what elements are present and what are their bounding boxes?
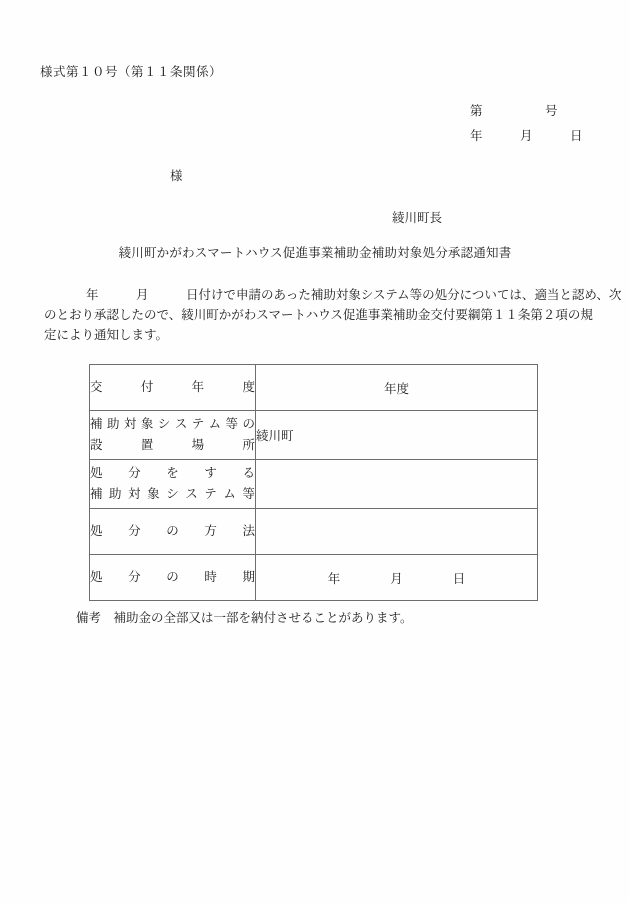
row-value-disposal-date[interactable]: 年 月 日	[256, 555, 538, 601]
label-char: 等	[242, 487, 255, 501]
label-char: 象	[140, 417, 154, 431]
issuer-name: 綾川町長	[392, 211, 443, 225]
document-number-field: 第 号	[470, 104, 558, 118]
label-char: 年	[191, 380, 205, 394]
row-label-disposal-method	[90, 509, 256, 555]
label-char: 度	[242, 380, 255, 394]
row-label-install-location	[90, 411, 256, 460]
label-char: 補	[90, 487, 103, 501]
row-value-grant-year[interactable]: 年度	[256, 365, 538, 411]
row-value-install-location[interactable]: 綾川町	[256, 411, 538, 460]
label-char: 期	[242, 570, 255, 584]
label-char: 対	[123, 417, 137, 431]
table-row	[90, 509, 538, 555]
remark-note: 備考 補助金の全部又は一部を納付させることがあります。	[76, 611, 413, 625]
label-char: 分	[128, 570, 141, 584]
document-date-field: 年 月 日	[470, 129, 583, 143]
body-line: 年 月 日付けで申請のあった補助対象システム等の処分については、適当と認め、次	[86, 288, 622, 302]
row-label-disposal-target	[90, 460, 256, 509]
label-char: シ	[157, 417, 171, 431]
body-line: 定により通知します。	[44, 328, 169, 342]
label-char: ス	[185, 487, 198, 501]
label-char: 所	[242, 438, 255, 452]
label-line	[90, 484, 255, 505]
label-char: の	[242, 417, 255, 431]
label-line	[90, 463, 255, 484]
label-line	[90, 377, 255, 398]
addressee-honorific: 様	[170, 169, 183, 183]
label-char: 方	[204, 524, 217, 538]
row-label-disposal-date	[90, 555, 256, 601]
label-char: 付	[140, 380, 154, 394]
row-label-grant-year	[90, 365, 256, 411]
label-char: ム	[223, 487, 236, 501]
document-title: 綾川町かがわスマートハウス促進事業補助金補助対象処分承認通知書	[118, 246, 512, 260]
label-char: テ	[191, 417, 205, 431]
label-char: 助	[106, 417, 120, 431]
body-paragraph	[44, 285, 622, 345]
label-line	[90, 521, 255, 542]
label-char: 等	[225, 417, 239, 431]
label-line	[90, 414, 255, 435]
label-line	[90, 435, 255, 456]
label-char: の	[166, 524, 179, 538]
label-char: 時	[204, 570, 217, 584]
row-value-disposal-method[interactable]	[256, 509, 538, 555]
label-char: 処	[90, 570, 103, 584]
label-char: テ	[204, 487, 217, 501]
body-line: のとおり承認したので、綾川町かがわスマートハウス促進事業補助金交付要綱第１１条第２項の規	[44, 308, 593, 322]
label-char: 象	[147, 487, 160, 501]
label-char: シ	[166, 487, 179, 501]
table-row	[90, 411, 538, 460]
table-row	[90, 365, 538, 411]
label-char: 処	[90, 524, 103, 538]
label-char: 場	[191, 438, 205, 452]
table-row	[90, 460, 538, 509]
label-char: す	[204, 466, 217, 480]
label-char: 設	[90, 438, 103, 452]
label-char: 処	[90, 466, 103, 480]
row-value-disposal-target[interactable]	[256, 460, 538, 509]
label-char: ム	[208, 417, 222, 431]
label-char: 法	[242, 524, 255, 538]
label-line	[90, 567, 255, 588]
label-char: 置	[140, 438, 154, 452]
label-char: 分	[128, 524, 141, 538]
table-body	[90, 365, 538, 601]
label-char: ス	[174, 417, 188, 431]
label-char: 助	[109, 487, 122, 501]
notification-details-table	[89, 364, 538, 601]
label-char: 補	[90, 417, 103, 431]
label-char: 交	[90, 380, 103, 394]
label-char: 分	[128, 466, 141, 480]
table-row	[90, 555, 538, 601]
label-char: 対	[128, 487, 141, 501]
form-number: 様式第１０号（第１１条関係）	[40, 65, 223, 79]
label-char: の	[166, 570, 179, 584]
label-char: を	[166, 466, 179, 480]
label-char: る	[242, 466, 255, 480]
